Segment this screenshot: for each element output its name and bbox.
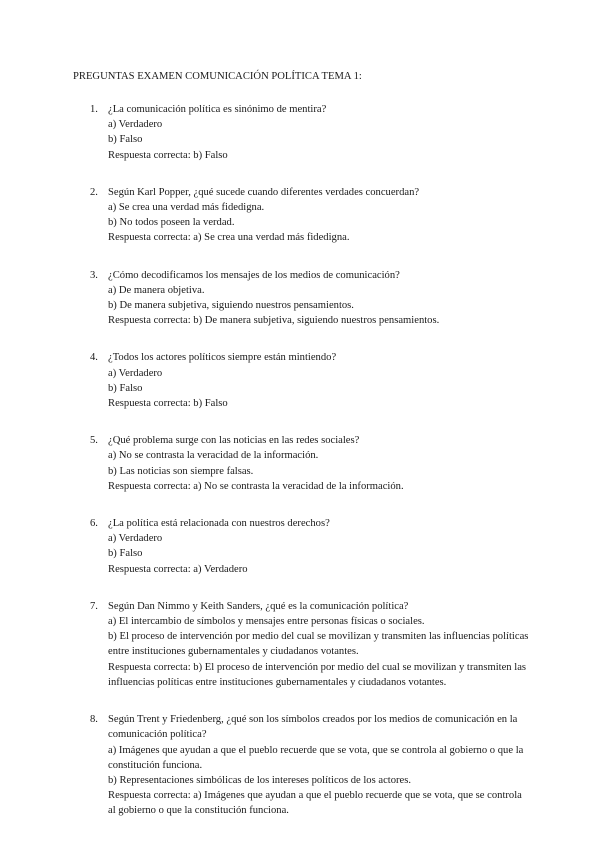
question-text: Según Trent y Friedenberg, ¿qué son los símbolos creados por los medios de comunicación en la comunicación política? — [108, 714, 518, 741]
correct-answer: Respuesta correcta: a) No se contrasta la veracidad de la información. — [108, 480, 404, 492]
question-item — [90, 599, 530, 690]
question-item — [90, 516, 530, 577]
document-title: PREGUNTAS EXAMEN COMUNICACIÓN POLÍTICA TEMA 1: — [73, 71, 362, 82]
question-number: 7. — [90, 600, 98, 612]
question-number: 3. — [90, 269, 98, 281]
correct-answer: Respuesta correcta: b) El proceso de intervención por medio del cual se movilizan y transmiten las influencias políticas entre instituciones gubernamentales y ciudadanos votantes. — [108, 661, 527, 688]
question-text: Según Dan Nimmo y Keith Sanders, ¿qué es la comunicación política? — [108, 600, 409, 612]
option-a: a) El intercambio de símbolos y mensajes entre personas físicas o sociales. — [108, 616, 425, 628]
option-b: b) No todos poseen la verdad. — [108, 217, 235, 229]
question-text: ¿Cómo decodificamos los mensajes de los medios de comunicación? — [108, 269, 400, 281]
question-number: 8. — [90, 714, 98, 726]
option-b: b) Falso — [108, 382, 143, 394]
option-b: b) Representaciones simbólicas de los intereses políticos de los actores. — [108, 774, 412, 786]
question-text: ¿La política está relacionada con nuestros derechos? — [108, 518, 330, 530]
correct-answer: Respuesta correcta: a) Se crea una verdad más fidedigna. — [108, 232, 350, 244]
correct-answer: Respuesta correcta: a) Imágenes que ayudan a que el pueblo recuerde que se vota, que se controla al gobierno o que la constitución funciona. — [108, 790, 522, 817]
question-item — [90, 102, 530, 163]
option-a: a) Verdadero — [108, 119, 163, 131]
option-b: b) Falso — [108, 548, 143, 560]
option-a: a) No se contrasta la veracidad de la información. — [108, 450, 319, 462]
question-item — [90, 268, 530, 329]
option-a: a) De manera objetiva. — [108, 284, 205, 296]
question-list — [90, 102, 530, 841]
correct-answer: Respuesta correcta: b) Falso — [108, 398, 228, 410]
option-b: b) El proceso de intervención por medio del cual se movilizan y transmiten las influencias políticas entre instituciones gubernamentales y ciudadanos votantes. — [108, 631, 529, 658]
question-item — [90, 185, 530, 246]
correct-answer: Respuesta correcta: b) Falso — [108, 149, 228, 161]
question-text: Según Karl Popper, ¿qué sucede cuando diferentes verdades concuerdan? — [108, 186, 420, 198]
question-number: 5. — [90, 435, 98, 447]
option-b: b) Falso — [108, 134, 143, 146]
question-number: 6. — [90, 518, 98, 530]
option-a: a) Imágenes que ayudan a que el pueblo recuerde que se vota, que se controla al gobierno o que la constitución funciona. — [108, 744, 524, 771]
correct-answer: Respuesta correcta: a) Verdadero — [108, 563, 248, 575]
question-item — [90, 350, 530, 411]
option-a: a) Verdadero — [108, 533, 163, 545]
question-number: 1. — [90, 104, 98, 115]
question-number: 2. — [90, 186, 98, 198]
question-text: ¿La comunicación política es sinónimo de mentira? — [108, 104, 327, 115]
option-a: a) Verdadero — [108, 367, 163, 379]
option-b: b) Las noticias son siempre falsas. — [108, 465, 254, 477]
question-number: 4. — [90, 352, 98, 364]
option-b: b) De manera subjetiva, siguiendo nuestros pensamientos. — [108, 300, 354, 312]
question-text: ¿Todos los actores políticos siempre están mintiendo? — [108, 352, 337, 364]
question-item — [90, 433, 530, 494]
question-item — [90, 712, 530, 818]
question-text: ¿Qué problema surge con las noticias en las redes sociales? — [108, 435, 360, 447]
correct-answer: Respuesta correcta: b) De manera subjetiva, siguiendo nuestros pensamientos. — [108, 315, 440, 327]
option-a: a) Se crea una verdad más fidedigna. — [108, 202, 265, 214]
